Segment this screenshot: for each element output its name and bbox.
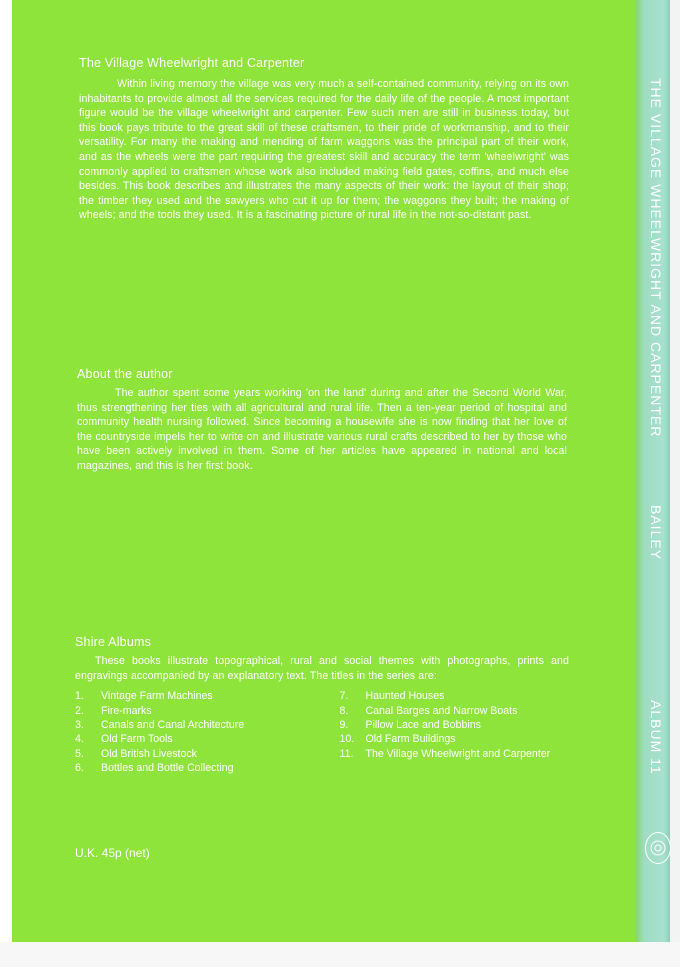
- item-title: Bottles and Bottle Collecting: [101, 762, 234, 775]
- series-list-left: [75, 689, 339, 775]
- item-title: Old Farm Tools: [101, 733, 173, 746]
- list-item: [75, 704, 339, 718]
- item-title: The Village Wheelwright and Carpenter: [365, 747, 551, 760]
- item-number: 3.: [75, 719, 84, 731]
- series-section: [75, 635, 569, 776]
- item-title: Old Farm Buildings: [365, 733, 456, 746]
- series-intro: These books illustrate topographical, rural and social themes with photographs, prints and engravings accompanied by an explanatory text. The titles in the series are:: [75, 655, 569, 682]
- spine-album-number: ALBUM 11: [648, 700, 664, 775]
- book-description-section: [79, 56, 569, 223]
- series-title-list: [75, 689, 569, 775]
- list-item: [339, 689, 569, 703]
- list-item: [339, 732, 569, 746]
- item-number: 6.: [75, 762, 84, 775]
- item-number: 11.: [339, 747, 354, 760]
- item-number: 8.: [339, 704, 349, 717]
- list-item: [75, 732, 339, 746]
- spine-title: THE VILLAGE WHEELWRIGHT AND CARPENTER: [648, 78, 664, 438]
- book-description: Within living memory the village was very much a self-contained community, relying on its own inhabitants to provide almost all the services required for the daily life of the people. A most important figure would be the village wheelwright and carpenter. Few such men are still in business today, but this book pays tribute to the great skill of these craftsmen, to their pride of workmanship, and to their versatility. For many the making and mending of farm waggons was the principal part of their work, and as the wheels were the part requiring the greatest skill and accuracy the term 'wheelwright' was commonly applied to craftsmen whose work also included making field gates, coffins, and much else besides. This book describes and illustrates the many aspects of their work: the layout of their shop; the timber they used and the sawyers who cut it up for them; the waggons they built; the making of wheels; and the tools they used. It is a fascinating picture of rural life in the not-so-distant past.: [79, 78, 569, 222]
- list-item: [75, 718, 339, 732]
- item-number: 4.: [75, 733, 84, 746]
- bottom-margin: [0, 942, 680, 967]
- series-heading: Shire Albums: [75, 635, 152, 649]
- series-list-right: [339, 689, 569, 775]
- list-item: [75, 761, 339, 775]
- item-title: Canals and Canal Architecture: [101, 719, 245, 731]
- shire-logo-icon: [645, 832, 671, 864]
- item-number: 5.: [75, 747, 84, 760]
- item-number: 2.: [75, 704, 84, 717]
- item-number: 9.: [339, 719, 349, 731]
- list-item: [339, 704, 569, 718]
- item-number: 10.: [339, 733, 355, 746]
- author-bio: The author spent some years working 'on the land' during and after the Second World War, thus strengthening her ties with all agricultural and rural life. Then a ten-year period of hospital and community health nursing followed. Since becoming a housewife she is now finding that her love of the countryside impels her to write on and illustrate various rural crafts described to her by those who have been actively involved in them. Some of her articles have appeared in national and local magazines, and this is her first book.: [77, 387, 567, 472]
- price-label: U.K. 45p (net): [75, 846, 150, 860]
- item-title: Canal Barges and Narrow Boats: [365, 704, 518, 717]
- list-item: [339, 718, 569, 732]
- spine-author: BAILEY: [648, 505, 664, 561]
- page-edge: [670, 0, 680, 967]
- list-item: [75, 689, 339, 703]
- item-title: Old British Livestock: [101, 747, 197, 760]
- item-title: Pillow Lace and Bobbins: [365, 719, 481, 731]
- list-item: [339, 747, 569, 761]
- book-title-heading: The Village Wheelwright and Carpenter: [79, 56, 305, 70]
- about-author-section: [77, 367, 567, 474]
- item-title: Vintage Farm Machines: [101, 690, 213, 703]
- item-title: Fire-marks: [101, 704, 152, 717]
- about-author-heading: About the author: [77, 367, 173, 381]
- list-item: [75, 747, 339, 761]
- item-number: 1.: [75, 690, 84, 703]
- item-number: 7.: [339, 690, 349, 703]
- item-title: Haunted Houses: [365, 690, 445, 703]
